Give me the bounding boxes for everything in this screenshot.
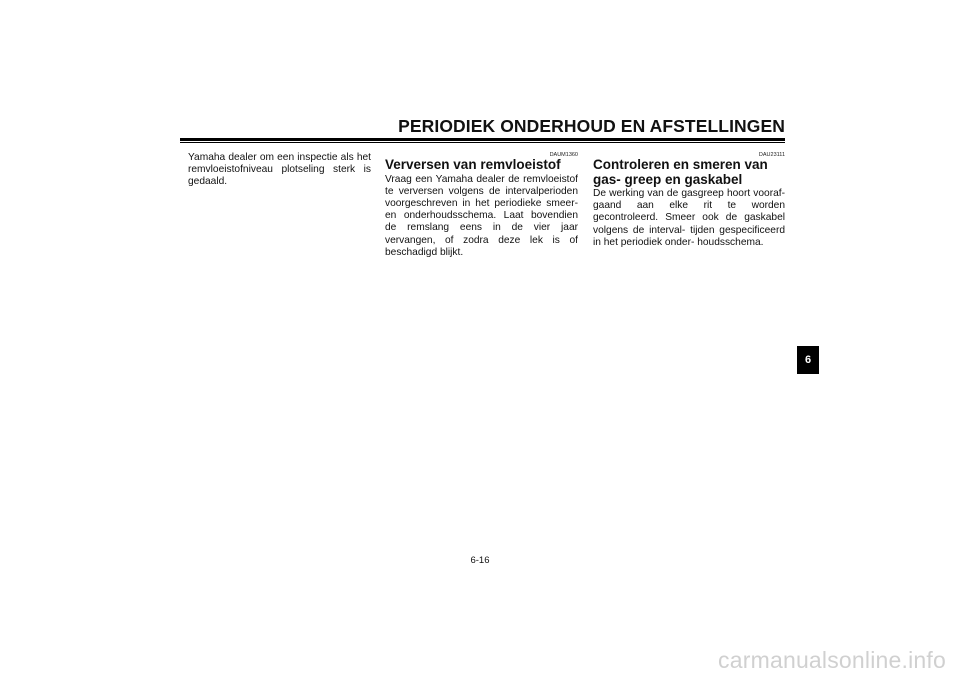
middle-column <box>385 152 578 259</box>
section-heading: Controleren en smeren van gas- greep en gaskabel <box>593 157 768 187</box>
section-code: DAUM1360 <box>549 152 578 158</box>
page-number: 6-16 <box>470 555 490 566</box>
right-column <box>593 152 785 249</box>
watermark: carmanualsonline.info <box>718 647 946 673</box>
section-code: DAU23111 <box>758 152 785 158</box>
page-title: PERIODIEK ONDERHOUD EN AFSTELLINGEN <box>398 116 785 136</box>
left-column-text: Yamaha dealer om een inspectie als het remvloeistofniveau plotseling sterk is gedaald. <box>188 152 371 188</box>
header-rule-thin <box>180 142 785 143</box>
header-rule-thick <box>180 138 785 141</box>
section-body: De werking van de gasgreep hoort vooraf- gaand aan elke rit te worden gecontroleerd. Smeer ook de gaskabel volgens de interval- tijden gespecificeerd in het periodiek onder- houdsschema. <box>593 188 785 248</box>
section-heading: Verversen van remvloeistof <box>385 157 561 172</box>
chapter-tab: 6 <box>797 346 819 374</box>
section-body: Vraag een Yamaha dealer de remvloeistof te verversen volgens de intervalperioden voorgeschreven in het periodieke smeer- en onderhoudsschema. Laat bovendien de remslang eens in de vier jaar vervangen, of zodra deze lek is of beschadigd blijkt. <box>385 173 578 258</box>
left-column <box>188 152 371 189</box>
